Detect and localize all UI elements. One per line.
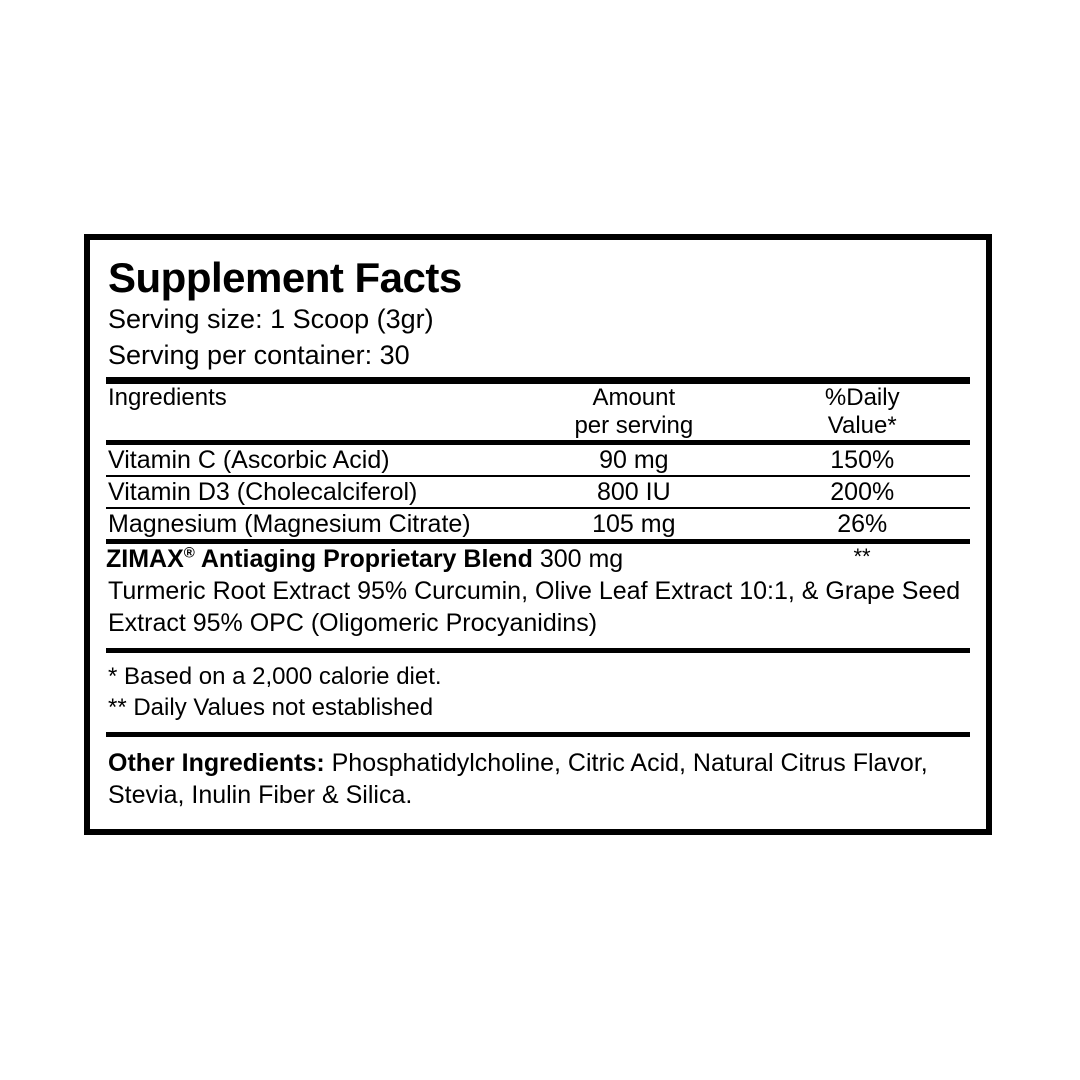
servings-per-container-text: Serving per container: 30 bbox=[108, 339, 410, 370]
facts-table bbox=[106, 384, 970, 440]
nutrient-name: Magnesium (Magnesium Citrate) bbox=[108, 510, 471, 538]
other-ingredients-text: Phosphatidylcholine, Citric Acid, Natural Citrus Flavor, Stevia, Inulin Fiber & Silica. bbox=[108, 749, 928, 810]
nutrient-table bbox=[106, 477, 970, 507]
nutrient-amount: 800 IU bbox=[596, 478, 671, 506]
nutrient-table bbox=[106, 445, 970, 475]
footnote-not-established: ** Daily Values not established bbox=[108, 694, 434, 722]
registered-trademark-icon: ® bbox=[183, 544, 195, 562]
other-ingredients bbox=[106, 737, 970, 815]
nutrient-amount: 105 mg bbox=[592, 510, 676, 538]
blend-amount bbox=[533, 545, 540, 573]
blend-suffix: Antiaging Proprietary Blend bbox=[194, 545, 533, 573]
header-amount bbox=[513, 384, 754, 440]
nutrient-name: Vitamin D3 (Cholecalciferol) bbox=[108, 478, 418, 506]
table-row bbox=[106, 445, 970, 475]
header-amount-line1: Amount bbox=[592, 384, 676, 412]
divider-top bbox=[106, 377, 970, 384]
nutrient-daily-value: 26% bbox=[837, 510, 888, 538]
blend-title bbox=[106, 544, 754, 574]
table-row bbox=[106, 509, 970, 539]
blend-amount-value: 300 mg bbox=[539, 545, 624, 573]
nutrient-daily-value: 200% bbox=[830, 478, 895, 506]
table-header-row bbox=[106, 384, 970, 440]
footnote-daily-value-basis: * Based on a 2,000 calorie diet. bbox=[108, 663, 442, 690]
footnotes bbox=[106, 653, 970, 732]
blend-table bbox=[106, 544, 970, 574]
blend-name: ZIMAX bbox=[106, 545, 184, 573]
header-dv-line1: %Daily bbox=[824, 384, 900, 412]
header-amount-line2: per serving bbox=[574, 412, 694, 440]
supplement-facts-panel bbox=[84, 234, 992, 835]
header-dv-line2: Value* bbox=[827, 412, 897, 440]
other-ingredients-label: Other Ingredients: bbox=[108, 749, 325, 778]
page-title: Supplement Facts bbox=[108, 254, 462, 301]
nutrient-daily-value: 150% bbox=[830, 446, 895, 474]
blend-description: Turmeric Root Extract 95% Curcumin, Olive Leaf Extract 10:1, & Grape Seed Extract 95% OPC (Oligomeric Procyanidins) bbox=[108, 577, 961, 637]
serving-size-text: Serving size: 1 Scoop (3gr) bbox=[108, 304, 434, 335]
header-daily-value bbox=[754, 384, 970, 440]
proprietary-blend-row bbox=[106, 544, 970, 574]
table-row bbox=[106, 477, 970, 507]
nutrient-name: Vitamin C (Ascorbic Acid) bbox=[108, 446, 390, 474]
header-ingredients: Ingredients bbox=[108, 384, 227, 412]
blend-daily-value: ** bbox=[853, 544, 871, 569]
nutrient-amount: 90 mg bbox=[599, 446, 669, 474]
nutrient-table bbox=[106, 509, 970, 539]
